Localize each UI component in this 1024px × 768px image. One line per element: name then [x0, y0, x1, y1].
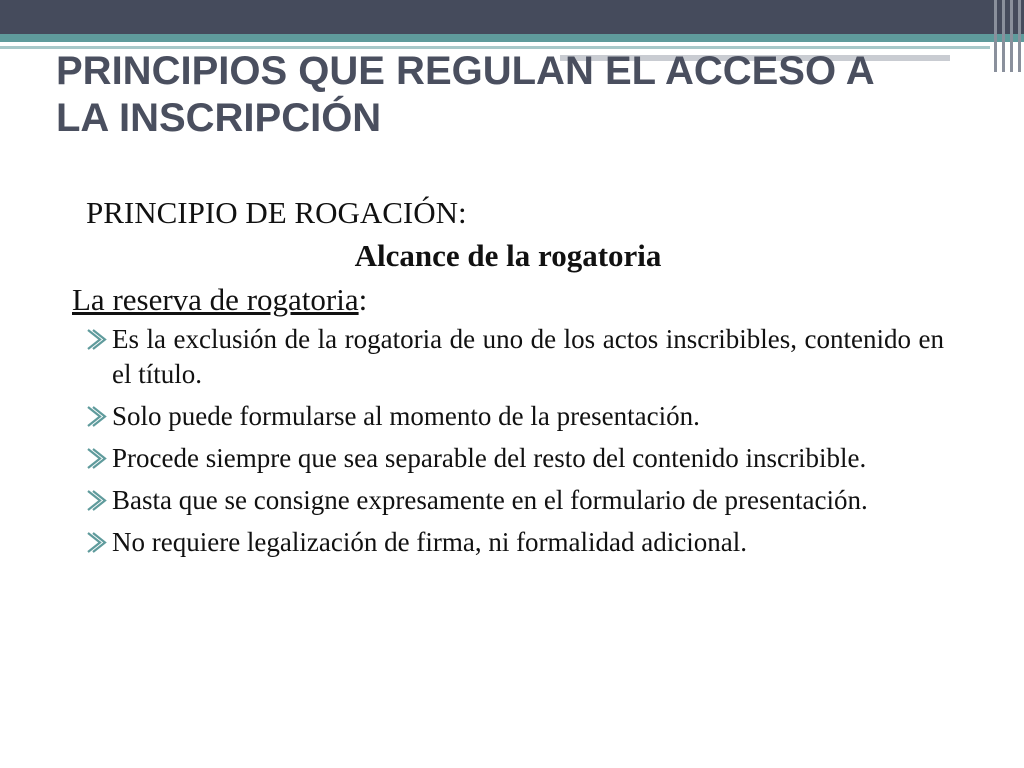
bullet-text: Solo puede formularse al momento de la presentación.	[112, 401, 700, 431]
bullet-text: Basta que se consigne expresamente en el formulario de presentación.	[112, 485, 868, 515]
arrow-bullet-icon	[84, 483, 108, 518]
bullet-list	[72, 322, 944, 560]
slide-body	[72, 192, 944, 567]
list-item	[72, 322, 944, 392]
list-item	[72, 399, 944, 434]
bullet-text: Es la exclusión de la rogatoria de uno de los actos inscribibles, contenido en el título.	[112, 324, 944, 389]
list-item	[72, 525, 944, 560]
header-band	[0, 0, 1024, 34]
slide-title: PRINCIPIOS QUE REGULAN EL ACCESO A LA INSCRIPCIÓN	[56, 49, 874, 140]
arrow-bullet-icon	[84, 322, 108, 357]
arrow-bullet-icon	[84, 399, 108, 434]
principle-heading: PRINCIPIO DE ROGACIÓN:	[86, 195, 467, 230]
arrow-bullet-icon	[84, 441, 108, 476]
list-item	[72, 441, 944, 476]
scope-heading: Alcance de la rogatoria	[354, 238, 662, 273]
reserve-label: La reserva de rogatoria	[72, 282, 359, 317]
decorative-vertical-lines	[990, 0, 1024, 72]
reserve-label-line	[72, 278, 944, 322]
list-item	[72, 483, 944, 518]
bullet-text: No requiere legalización de firma, ni formalidad adicional.	[112, 527, 747, 557]
bullet-text: Procede siempre que sea separable del resto del contenido inscribible.	[112, 443, 867, 473]
reserve-colon: :	[358, 282, 368, 317]
arrow-bullet-icon	[84, 525, 108, 560]
header-accent-line	[0, 34, 1024, 42]
